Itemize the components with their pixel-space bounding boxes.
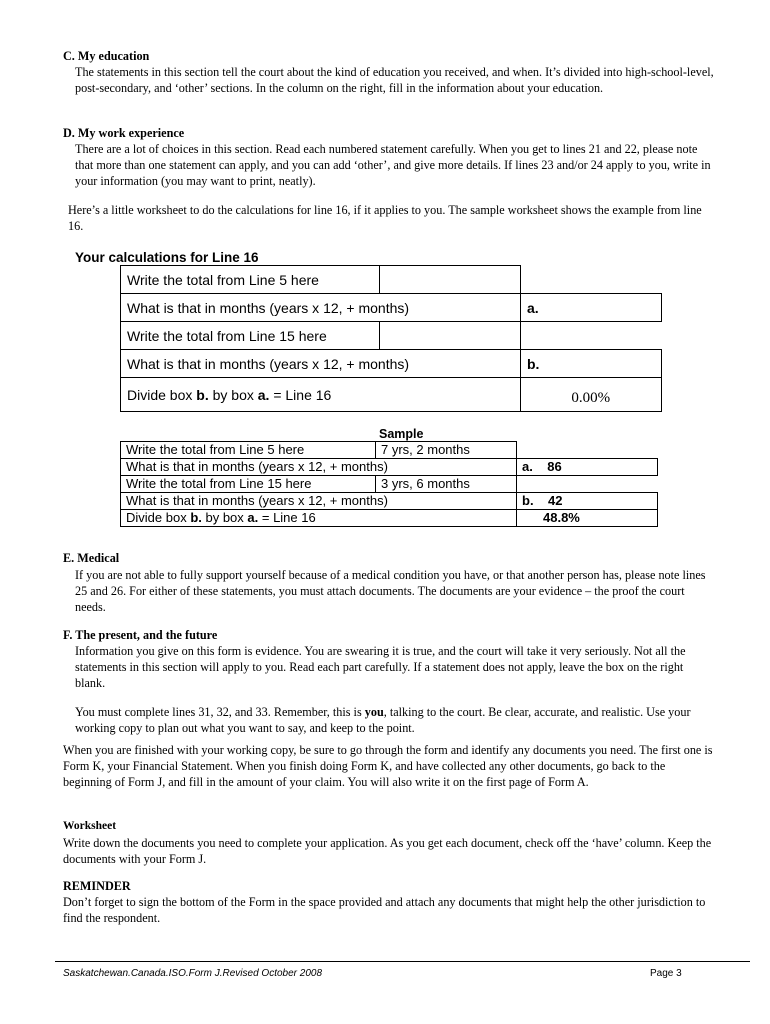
table-row	[121, 442, 658, 459]
calc-row5-post: = Line 16	[269, 386, 332, 403]
sample-box-a-value: 86	[547, 459, 562, 474]
sample-row5-post: = Line 16	[258, 510, 316, 525]
sample-table-title: Sample	[379, 427, 424, 441]
present-text2-post: , talking to the court. Be clear, accurate, and realistic. Use your working copy to plan out what you want to say, and keep to the point.	[75, 705, 691, 735]
sample-row5-mid: by box	[201, 510, 248, 525]
sample-row5-b: b.	[190, 510, 202, 525]
sample-row5-label	[121, 510, 517, 527]
sample-line16-result: 48.8%	[517, 510, 658, 527]
sample-row1-label: Write the total from Line 5 here	[121, 442, 376, 459]
sample-row5-a: a.	[247, 510, 259, 525]
calc-row5-mid: by box	[208, 386, 258, 403]
sample-box-b-label: b.	[522, 493, 534, 508]
footer-divider	[55, 961, 750, 962]
worksheet-heading: Worksheet	[63, 820, 117, 832]
calc-row5-a: a.	[257, 386, 270, 403]
calc-row1-label: Write the total from Line 5 here	[121, 266, 380, 294]
sample-row3-label: Write the total from Line 15 here	[121, 476, 376, 493]
sample-row3-value: 3 yrs, 6 months	[376, 476, 517, 493]
table-row	[121, 459, 658, 476]
sample-row4-label: What is that in months (years x 12, + months)	[121, 493, 517, 510]
calc-line16-result[interactable]: 0.00%	[521, 378, 662, 412]
sample-row5-pre: Divide box	[126, 510, 191, 525]
sample-table	[120, 441, 658, 527]
footer-page-number: Page 3	[650, 968, 682, 979]
worksheet-intro: Here’s a little worksheet to do the calculations for line 16, if it applies to you. The sample worksheet shows the example from line 16.	[68, 203, 702, 233]
table-row	[121, 476, 658, 493]
footer-left: Saskatchewan.Canada.ISO.Form J.Revised October 2008	[63, 968, 323, 979]
sample-box-a-label: a.	[522, 459, 533, 474]
table-row	[121, 350, 662, 378]
section-work-heading: D. My work experience	[63, 126, 185, 140]
calc-row3-label: Write the total from Line 15 here	[121, 322, 380, 350]
calc-table	[120, 265, 662, 412]
worksheet-text: Write down the documents you need to complete your application. As you get each document, check off the ‘have’ column. Keep the documents with your Form J.	[63, 836, 712, 866]
table-row	[121, 322, 662, 350]
calc-row5-b: b.	[196, 386, 209, 403]
calc-row5-label	[121, 378, 521, 412]
section-work-text: There are a lot of choices in this section. Read each numbered statement carefully. When you get to lines 21 and 22, please note that more than one statement can apply, and you can add ‘other’, and give more details. If lines 23 and/or 24 apply to you, write in your information (you may want to print, neatly).	[75, 142, 711, 188]
calc-box-a[interactable]	[521, 294, 662, 322]
section-present-text2	[75, 704, 715, 736]
calc-row3-input[interactable]	[380, 322, 521, 350]
sample-box-a	[517, 459, 658, 476]
section-education-heading: C. My education	[63, 49, 150, 63]
section-present-text1: Information you give on this form is evidence. You are swearing it is true, and the court will take it very seriously. Not all the statements in this section will apply to you. Read each part carefully. If a statement does not apply, leave the box on the right blank.	[75, 644, 686, 690]
calc-box-b-label: b.	[527, 355, 540, 372]
section-education-text: The statements in this section tell the court about the kind of education you received, and when. It’s divided into high-school-level, post-secondary, and ‘other’ sections. In the column on the right, fill in the information about your education.	[75, 65, 714, 95]
reminder-text: Don’t forget to sign the bottom of the Form in the space provided and attach any documents that might help the other jurisdiction to find the respondent.	[63, 895, 706, 925]
present-text2-pre: You must complete lines 31, 32, and 33. Remember, this is	[75, 705, 365, 719]
calc-table-title: Your calculations for Line 16	[75, 250, 259, 265]
calc-box-a-label: a.	[527, 299, 539, 316]
finish-text: When you are finished with your working copy, be sure to go through the form and identify any documents you need. The first one is Form K, your Financial Statement. When you finish doing Form K, and have collected any other documents, go back to the beginning of Form J, and fill in the amount of your claim. You will also write it on the first page of Form A.	[63, 743, 713, 789]
calc-row5-pre: Divide box	[127, 386, 197, 403]
calc-row1-input[interactable]	[380, 266, 521, 294]
calc-row4-label: What is that in months (years x 12, + months)	[121, 350, 521, 378]
calc-row2-label: What is that in months (years x 12, + months)	[121, 294, 521, 322]
sample-box-b-value: 42	[548, 493, 563, 508]
sample-row2-label: What is that in months (years x 12, + months)	[121, 459, 517, 476]
table-row	[121, 510, 658, 527]
section-medical-heading: E. Medical	[63, 551, 120, 565]
section-medical-text: If you are not able to fully support yourself because of a medical condition you have, or that another person has, please note lines 25 and 26. For either of these statements, you must attach documents. The documents are your evidence – the proof the court needs.	[75, 568, 706, 614]
sample-box-b	[517, 493, 658, 510]
section-present-heading: F. The present, and the future	[63, 628, 218, 642]
present-text2-bold: you	[364, 705, 384, 719]
sample-row1-value: 7 yrs, 2 months	[376, 442, 517, 459]
table-row	[121, 266, 662, 294]
reminder-heading: REMINDER	[63, 879, 131, 893]
calc-box-b[interactable]	[521, 350, 662, 378]
table-row	[121, 378, 662, 412]
table-row	[121, 294, 662, 322]
table-row	[121, 493, 658, 510]
